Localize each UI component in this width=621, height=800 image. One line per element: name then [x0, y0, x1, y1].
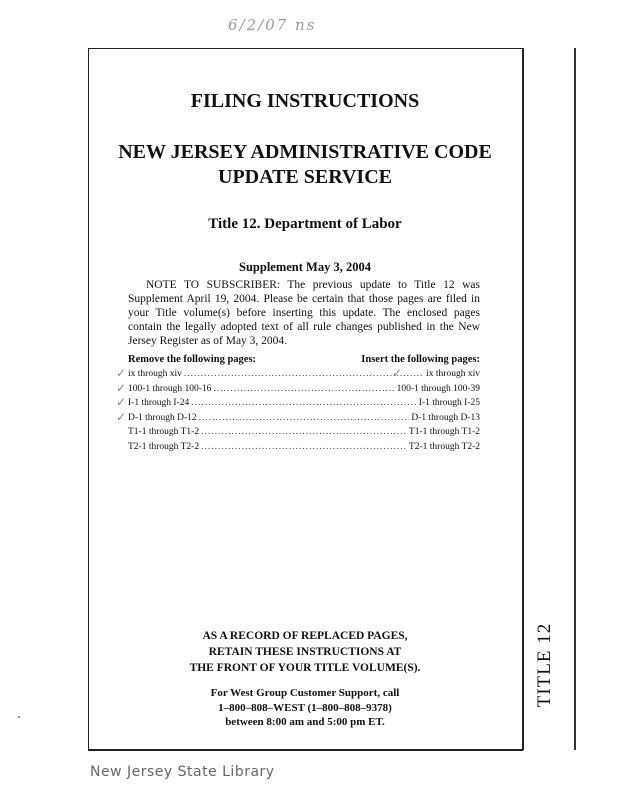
insert-range: D-1 through D-13 — [411, 412, 480, 423]
insert-pages-header: Insert the following pages: — [361, 354, 480, 365]
checkmark-icon: ✓ — [116, 395, 127, 409]
insert-range: I-1 through I-25 — [418, 398, 480, 408]
customer-support-info — [88, 686, 522, 730]
scan-speck — [18, 716, 20, 718]
subtitle-line-2: UPDATE SERVICE — [218, 166, 392, 188]
insert-range: T2-1 through T2-2 — [408, 441, 480, 452]
remove-range: D-1 through D-12 — [128, 412, 197, 423]
record-instructions — [88, 628, 522, 676]
list-item — [128, 382, 480, 397]
page-title: FILING INSTRUCTIONS — [190, 90, 420, 112]
leader-dots — [201, 440, 407, 455]
leader-dots — [201, 425, 407, 440]
remove-range: 100-1 through 100-16 — [128, 383, 212, 394]
checkmark-icon: ✓ — [116, 381, 127, 395]
page-subtitle — [88, 140, 522, 190]
library-stamp: New Jersey State Library — [90, 764, 275, 780]
record-line-2: RETAIN THESE INSTRUCTIONS AT — [208, 646, 402, 658]
insert-range: 100-1 through 100-39 — [396, 383, 480, 394]
subtitle-line-1: NEW JERSEY ADMINISTRATIVE CODE — [118, 141, 492, 163]
pages-list — [128, 367, 480, 454]
insert-range: T1-1 through T1-2 — [408, 427, 480, 437]
insert-range: ix through xiv — [426, 369, 480, 379]
remove-range: T2-1 through T2-2 — [128, 441, 200, 452]
record-line-1: AS A RECORD OF REPLACED PAGES, — [202, 630, 408, 642]
support-line-1: For West Group Customer Support, call — [210, 687, 400, 699]
checkmark-icon: ✓ — [116, 366, 127, 380]
handwritten-date-note: 6/2/07 ns — [228, 16, 317, 34]
list-item — [128, 440, 480, 455]
remove-range: ix through xiv — [128, 369, 182, 379]
tab-divider-left — [522, 48, 524, 750]
pages-list-header — [128, 354, 480, 365]
leader-dots — [184, 367, 424, 382]
leader-dots — [199, 411, 410, 426]
leader-dots — [213, 382, 394, 397]
checkmark-icon: ✓ — [392, 366, 403, 380]
support-phone: 1–800–808–WEST (1–800–808–9378) — [218, 701, 392, 714]
department-heading: Title 12. Department of Labor — [208, 216, 402, 232]
list-item — [128, 396, 480, 411]
checkmark-icon: ✓ — [116, 410, 127, 424]
support-hours: between 8:00 am and 5:00 pm ET. — [225, 716, 385, 728]
remove-range: T1-1 through T1-2 — [128, 427, 200, 437]
list-item — [128, 411, 480, 426]
remove-range: I-1 through I-24 — [128, 398, 190, 408]
tab-divider-right — [574, 48, 576, 750]
list-item — [128, 367, 480, 382]
supplement-date: Supplement May 3, 2004 — [239, 260, 371, 274]
record-line-3: THE FRONT OF YOUR TITLE VOLUME(S). — [189, 662, 421, 674]
subscriber-note: NOTE TO SUBSCRIBER: The previous update to Title 12 was Supplement April 19, 2004. Please be certain that those pages are filed in your Title volume(s) before inserting this update. The enclosed pages contain the legally adopted text of all rule changes published in the New Jersey Register as of May 3, 2004. — [128, 279, 480, 347]
list-item — [128, 425, 480, 440]
title-tab-label: TITLE 12 — [534, 622, 555, 708]
leader-dots — [191, 396, 417, 411]
remove-pages-header: Remove the following pages: — [128, 354, 257, 365]
